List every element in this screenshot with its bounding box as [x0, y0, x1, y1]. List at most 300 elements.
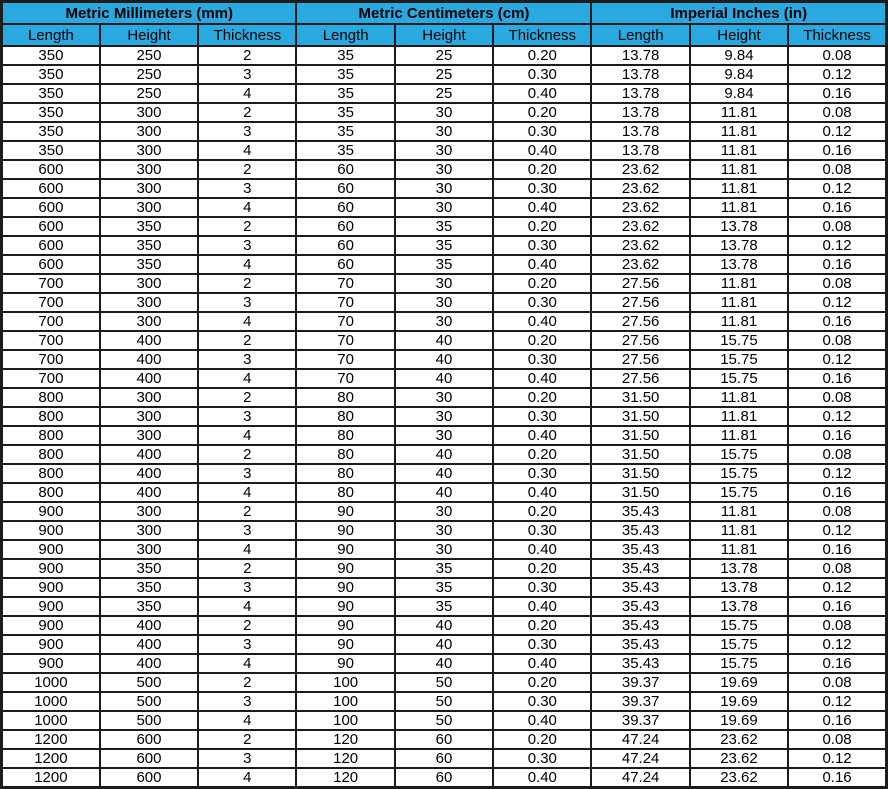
table-cell: 11.81 [690, 312, 788, 331]
table-cell: 0.12 [788, 236, 886, 255]
table-row [2, 578, 887, 597]
group-header-row [2, 2, 887, 25]
table-cell: 11.81 [690, 103, 788, 122]
table-cell: 23.62 [591, 198, 689, 217]
table-cell: 600 [2, 160, 100, 179]
table-cell: 90 [296, 540, 394, 559]
table-cell: 0.08 [788, 730, 886, 749]
table-cell: 0.40 [493, 141, 591, 160]
table-cell: 600 [100, 749, 198, 768]
table-cell: 4 [198, 597, 296, 616]
table-cell: 39.37 [591, 673, 689, 692]
table-cell: 700 [2, 312, 100, 331]
table-cell: 250 [100, 46, 198, 65]
table-cell: 0.20 [493, 217, 591, 236]
table-cell: 27.56 [591, 350, 689, 369]
table-cell: 600 [2, 236, 100, 255]
table-row [2, 711, 887, 730]
table-cell: 1200 [2, 749, 100, 768]
table-cell: 400 [100, 616, 198, 635]
table-cell: 30 [395, 198, 493, 217]
table-cell: 0.30 [493, 692, 591, 711]
table-cell: 70 [296, 274, 394, 293]
table-cell: 300 [100, 103, 198, 122]
table-cell: 400 [100, 331, 198, 350]
table-cell: 90 [296, 502, 394, 521]
table-cell: 800 [2, 464, 100, 483]
table-cell: 60 [395, 749, 493, 768]
table-cell: 4 [198, 711, 296, 730]
table-row [2, 312, 887, 331]
table-cell: 90 [296, 616, 394, 635]
table-cell: 3 [198, 635, 296, 654]
table-cell: 70 [296, 369, 394, 388]
table-cell: 0.40 [493, 597, 591, 616]
table-cell: 4 [198, 255, 296, 274]
table-cell: 500 [100, 692, 198, 711]
table-cell: 60 [296, 160, 394, 179]
table-cell: 90 [296, 578, 394, 597]
table-cell: 19.69 [690, 673, 788, 692]
table-cell: 15.75 [690, 331, 788, 350]
table-cell: 4 [198, 84, 296, 103]
table-cell: 13.78 [591, 84, 689, 103]
table-cell: 0.08 [788, 331, 886, 350]
table-cell: 350 [2, 65, 100, 84]
table-row [2, 274, 887, 293]
table-cell: 0.08 [788, 673, 886, 692]
table-cell: 600 [2, 255, 100, 274]
table-cell: 2 [198, 46, 296, 65]
table-row [2, 635, 887, 654]
table-row [2, 160, 887, 179]
table-cell: 19.69 [690, 692, 788, 711]
table-cell: 2 [198, 217, 296, 236]
table-cell: 25 [395, 46, 493, 65]
table-cell: 0.08 [788, 274, 886, 293]
table-cell: 60 [296, 198, 394, 217]
table-cell: 0.30 [493, 521, 591, 540]
table-cell: 800 [2, 483, 100, 502]
table-cell: 0.40 [493, 426, 591, 445]
table-cell: 0.08 [788, 103, 886, 122]
table-cell: 4 [198, 654, 296, 673]
table-cell: 11.81 [690, 179, 788, 198]
table-cell: 35.43 [591, 521, 689, 540]
table-cell: 47.24 [591, 749, 689, 768]
table-cell: 23.62 [591, 179, 689, 198]
table-cell: 70 [296, 293, 394, 312]
table-cell: 0.12 [788, 122, 886, 141]
table-cell: 50 [395, 673, 493, 692]
table-cell: 300 [100, 407, 198, 426]
table-cell: 35 [395, 597, 493, 616]
table-cell: 0.40 [493, 768, 591, 788]
table-cell: 40 [395, 350, 493, 369]
table-cell: 300 [100, 521, 198, 540]
table-cell: 300 [100, 122, 198, 141]
table-cell: 0.16 [788, 540, 886, 559]
table-cell: 0.20 [493, 673, 591, 692]
table-cell: 23.62 [591, 160, 689, 179]
column-header-in-height: Height [690, 24, 788, 46]
table-cell: 0.16 [788, 654, 886, 673]
table-cell: 13.78 [591, 103, 689, 122]
table-cell: 0.20 [493, 616, 591, 635]
table-cell: 100 [296, 673, 394, 692]
table-cell: 40 [395, 635, 493, 654]
table-cell: 350 [100, 559, 198, 578]
table-cell: 900 [2, 578, 100, 597]
table-cell: 30 [395, 179, 493, 198]
table-cell: 900 [2, 654, 100, 673]
table-cell: 23.62 [591, 236, 689, 255]
table-cell: 0.30 [493, 464, 591, 483]
table-cell: 120 [296, 730, 394, 749]
table-cell: 47.24 [591, 730, 689, 749]
table-cell: 350 [2, 122, 100, 141]
table-cell: 600 [2, 179, 100, 198]
table-cell: 40 [395, 616, 493, 635]
table-cell: 27.56 [591, 274, 689, 293]
table-cell: 0.30 [493, 179, 591, 198]
table-cell: 4 [198, 540, 296, 559]
table-cell: 0.08 [788, 502, 886, 521]
table-cell: 35 [395, 578, 493, 597]
table-cell: 300 [100, 502, 198, 521]
table-cell: 3 [198, 236, 296, 255]
table-cell: 11.81 [690, 407, 788, 426]
table-cell: 700 [2, 331, 100, 350]
table-cell: 100 [296, 692, 394, 711]
table-cell: 3 [198, 692, 296, 711]
table-cell: 35.43 [591, 635, 689, 654]
table-cell: 0.08 [788, 46, 886, 65]
table-cell: 800 [2, 445, 100, 464]
table-cell: 0.40 [493, 654, 591, 673]
table-cell: 0.08 [788, 445, 886, 464]
table-cell: 0.16 [788, 255, 886, 274]
table-cell: 3 [198, 293, 296, 312]
table-cell: 3 [198, 122, 296, 141]
table-cell: 60 [395, 730, 493, 749]
table-cell: 30 [395, 426, 493, 445]
table-cell: 35 [296, 46, 394, 65]
table-cell: 30 [395, 312, 493, 331]
table-cell: 0.08 [788, 388, 886, 407]
table-cell: 0.12 [788, 464, 886, 483]
table-cell: 13.78 [690, 578, 788, 597]
table-cell: 300 [100, 426, 198, 445]
table-cell: 80 [296, 388, 394, 407]
column-header-cm-thickness: Thickness [493, 24, 591, 46]
table-cell: 60 [296, 179, 394, 198]
table-cell: 70 [296, 350, 394, 369]
table-cell: 11.81 [690, 141, 788, 160]
table-cell: 0.40 [493, 312, 591, 331]
table-cell: 40 [395, 654, 493, 673]
table-cell: 250 [100, 84, 198, 103]
table-row [2, 331, 887, 350]
table-cell: 600 [100, 730, 198, 749]
table-cell: 31.50 [591, 388, 689, 407]
table-cell: 9.84 [690, 46, 788, 65]
table-cell: 27.56 [591, 369, 689, 388]
table-cell: 350 [100, 597, 198, 616]
table-row [2, 540, 887, 559]
table-cell: 2 [198, 559, 296, 578]
table-cell: 300 [100, 141, 198, 160]
table-cell: 25 [395, 84, 493, 103]
table-cell: 3 [198, 464, 296, 483]
table-cell: 500 [100, 711, 198, 730]
table-cell: 23.62 [690, 768, 788, 788]
table-cell: 1200 [2, 730, 100, 749]
table-cell: 600 [2, 198, 100, 217]
table-cell: 0.16 [788, 597, 886, 616]
table-cell: 700 [2, 369, 100, 388]
table-cell: 30 [395, 521, 493, 540]
table-cell: 35.43 [591, 540, 689, 559]
table-cell: 15.75 [690, 654, 788, 673]
table-cell: 31.50 [591, 483, 689, 502]
table-cell: 120 [296, 749, 394, 768]
table-row [2, 597, 887, 616]
column-header-mm-length: Length [2, 24, 100, 46]
table-cell: 11.81 [690, 274, 788, 293]
table-cell: 400 [100, 445, 198, 464]
table-cell: 400 [100, 483, 198, 502]
table-cell: 3 [198, 749, 296, 768]
table-cell: 0.20 [493, 730, 591, 749]
table-cell: 50 [395, 692, 493, 711]
table-cell: 4 [198, 312, 296, 331]
table-cell: 50 [395, 711, 493, 730]
table-cell: 70 [296, 331, 394, 350]
table-cell: 2 [198, 616, 296, 635]
table-row [2, 350, 887, 369]
table-cell: 4 [198, 483, 296, 502]
table-cell: 350 [100, 255, 198, 274]
table-cell: 11.81 [690, 388, 788, 407]
table-row [2, 388, 887, 407]
table-cell: 60 [296, 236, 394, 255]
table-cell: 0.30 [493, 407, 591, 426]
table-cell: 11.81 [690, 502, 788, 521]
table-cell: 90 [296, 597, 394, 616]
table-cell: 27.56 [591, 312, 689, 331]
table-cell: 27.56 [591, 293, 689, 312]
table-cell: 90 [296, 559, 394, 578]
table-cell: 300 [100, 179, 198, 198]
table-cell: 0.16 [788, 141, 886, 160]
table-cell: 0.40 [493, 483, 591, 502]
table-cell: 3 [198, 578, 296, 597]
table-cell: 1000 [2, 711, 100, 730]
table-cell: 2 [198, 331, 296, 350]
table-cell: 0.30 [493, 293, 591, 312]
table-row [2, 293, 887, 312]
table-cell: 0.30 [493, 65, 591, 84]
table-cell: 700 [2, 274, 100, 293]
table-row [2, 464, 887, 483]
table-cell: 30 [395, 160, 493, 179]
table-cell: 9.84 [690, 84, 788, 103]
table-cell: 35 [296, 65, 394, 84]
table-cell: 70 [296, 312, 394, 331]
table-cell: 0.12 [788, 179, 886, 198]
table-row [2, 217, 887, 236]
table-cell: 15.75 [690, 350, 788, 369]
table-cell: 300 [100, 274, 198, 293]
table-cell: 30 [395, 388, 493, 407]
group-header-imperial-in: Imperial Inches (in) [591, 2, 886, 25]
table-cell: 35 [395, 217, 493, 236]
table-cell: 35 [296, 141, 394, 160]
table-cell: 400 [100, 464, 198, 483]
table-cell: 30 [395, 141, 493, 160]
table-cell: 90 [296, 635, 394, 654]
table-cell: 700 [2, 350, 100, 369]
table-cell: 40 [395, 445, 493, 464]
column-header-cm-height: Height [395, 24, 493, 46]
table-cell: 30 [395, 540, 493, 559]
table-cell: 300 [100, 293, 198, 312]
table-row [2, 179, 887, 198]
table-row [2, 445, 887, 464]
table-row [2, 730, 887, 749]
table-cell: 35.43 [591, 597, 689, 616]
table-cell: 35 [296, 84, 394, 103]
table-cell: 40 [395, 464, 493, 483]
table-cell: 30 [395, 407, 493, 426]
table-cell: 3 [198, 179, 296, 198]
table-cell: 60 [296, 217, 394, 236]
table-cell: 35.43 [591, 616, 689, 635]
table-cell: 300 [100, 312, 198, 331]
table-cell: 0.12 [788, 293, 886, 312]
table-cell: 40 [395, 331, 493, 350]
table-cell: 0.16 [788, 198, 886, 217]
table-cell: 4 [198, 426, 296, 445]
table-cell: 13.78 [690, 255, 788, 274]
table-cell: 35 [395, 255, 493, 274]
table-cell: 0.20 [493, 274, 591, 293]
table-cell: 0.12 [788, 350, 886, 369]
table-cell: 0.16 [788, 426, 886, 445]
table-cell: 900 [2, 540, 100, 559]
table-cell: 350 [100, 217, 198, 236]
table-cell: 800 [2, 407, 100, 426]
table-cell: 0.20 [493, 46, 591, 65]
table-row [2, 654, 887, 673]
table-cell: 0.12 [788, 65, 886, 84]
group-header-metric-cm: Metric Centimeters (cm) [296, 2, 591, 25]
table-cell: 0.30 [493, 578, 591, 597]
table-cell: 23.62 [591, 217, 689, 236]
table-cell: 30 [395, 122, 493, 141]
table-cell: 0.12 [788, 749, 886, 768]
table-cell: 31.50 [591, 407, 689, 426]
table-cell: 120 [296, 768, 394, 788]
table-cell: 80 [296, 426, 394, 445]
table-cell: 900 [2, 559, 100, 578]
table-cell: 25 [395, 65, 493, 84]
table-cell: 0.08 [788, 616, 886, 635]
table-cell: 350 [2, 84, 100, 103]
table-cell: 60 [296, 255, 394, 274]
table-cell: 11.81 [690, 122, 788, 141]
column-header-cm-length: Length [296, 24, 394, 46]
table-cell: 4 [198, 198, 296, 217]
table-cell: 15.75 [690, 445, 788, 464]
table-row [2, 483, 887, 502]
table-cell: 900 [2, 502, 100, 521]
table-cell: 15.75 [690, 483, 788, 502]
table-cell: 30 [395, 274, 493, 293]
table-cell: 0.16 [788, 369, 886, 388]
table-cell: 30 [395, 103, 493, 122]
table-cell: 3 [198, 350, 296, 369]
table-cell: 19.69 [690, 711, 788, 730]
table-row [2, 255, 887, 274]
table-row [2, 103, 887, 122]
column-header-in-length: Length [591, 24, 689, 46]
table-cell: 0.08 [788, 217, 886, 236]
group-header-metric-mm: Metric Millimeters (mm) [2, 2, 297, 25]
table-cell: 30 [395, 502, 493, 521]
table-cell: 35 [296, 122, 394, 141]
table-cell: 35 [395, 559, 493, 578]
table-cell: 0.16 [788, 768, 886, 788]
table-cell: 250 [100, 65, 198, 84]
table-cell: 2 [198, 502, 296, 521]
table-cell: 0.40 [493, 198, 591, 217]
table-cell: 400 [100, 350, 198, 369]
table-row [2, 768, 887, 788]
table-cell: 0.08 [788, 559, 886, 578]
table-cell: 0.30 [493, 350, 591, 369]
table-cell: 600 [100, 768, 198, 788]
table-cell: 0.40 [493, 369, 591, 388]
table-cell: 0.40 [493, 540, 591, 559]
table-row [2, 369, 887, 388]
table-cell: 47.24 [591, 768, 689, 788]
table-cell: 0.20 [493, 502, 591, 521]
table-row [2, 502, 887, 521]
table-cell: 9.84 [690, 65, 788, 84]
table-cell: 40 [395, 483, 493, 502]
table-cell: 0.16 [788, 84, 886, 103]
table-cell: 3 [198, 65, 296, 84]
table-cell: 0.12 [788, 578, 886, 597]
table-cell: 0.16 [788, 312, 886, 331]
table-cell: 15.75 [690, 464, 788, 483]
table-cell: 900 [2, 597, 100, 616]
table-row [2, 65, 887, 84]
table-cell: 13.78 [690, 217, 788, 236]
table-cell: 35 [296, 103, 394, 122]
table-cell: 1000 [2, 673, 100, 692]
table-cell: 0.16 [788, 711, 886, 730]
table-cell: 0.20 [493, 103, 591, 122]
table-cell: 15.75 [690, 369, 788, 388]
table-cell: 23.62 [690, 749, 788, 768]
table-row [2, 559, 887, 578]
table-cell: 35.43 [591, 578, 689, 597]
table-cell: 80 [296, 464, 394, 483]
table-cell: 350 [2, 46, 100, 65]
